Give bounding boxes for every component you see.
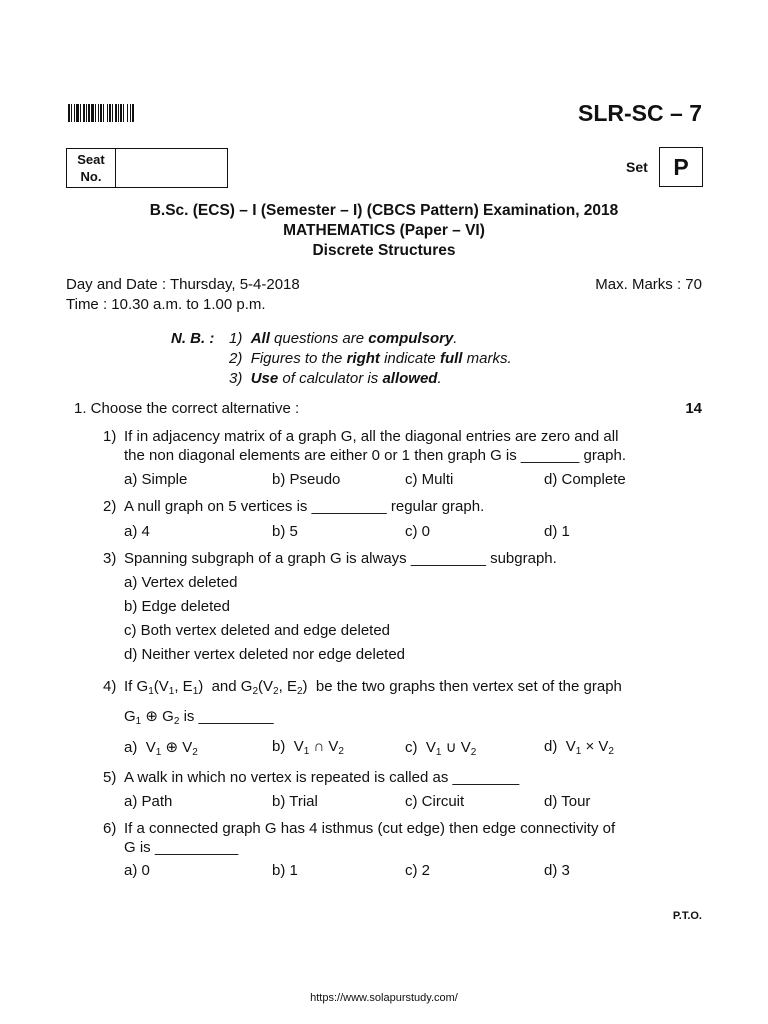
day-date: Day and Date : Thursday, 5-4-2018: [66, 276, 300, 293]
q5-option-c: c) Circuit: [405, 793, 465, 810]
seat-label: [67, 149, 116, 187]
q4-graph-g2: $G_2(V_2$, $E_2$): [240, 678, 308, 697]
q2-number: 2): [103, 498, 117, 515]
seat-label-line2: No.: [80, 169, 102, 184]
q6-option-a: a) 0: [124, 862, 150, 879]
footer-url[interactable]: https://www.solapurstudy.com/: [310, 992, 458, 1004]
q2-option-d: d) 1: [544, 523, 570, 540]
q4-number: 4): [103, 678, 117, 695]
q5-option-b: b) Trial: [272, 793, 318, 810]
q4-rest: be the two graphs then vertex set of the graph: [315, 678, 622, 695]
q1-option-a: a) Simple: [124, 471, 188, 488]
q4-option-d: d) $V_1 \times V_2$: [544, 738, 614, 757]
q1-option-d: d) Complete: [544, 471, 626, 488]
q6-text-line2: G is __________: [124, 839, 239, 856]
question-1-marks: 14: [685, 400, 702, 417]
q4-option-b: b) $V_1$ ∩ $V_2$: [272, 738, 344, 757]
q3-number: 3): [103, 550, 117, 567]
q3-option-c: c) Both vertex deleted and edge deleted: [124, 622, 391, 639]
q4-option-c: c) $V_1$ ∪ $V_2$: [405, 739, 477, 758]
q6-number: 6): [103, 820, 117, 837]
set-value-box: P: [659, 147, 703, 187]
q3-option-a: a) Vertex deleted: [124, 574, 238, 591]
seat-number-field[interactable]: [116, 149, 227, 187]
q6-option-d: d) 3: [544, 862, 570, 879]
q3-text-line1: Spanning subgraph of a graph G is always _________ subgraph.: [124, 550, 557, 567]
q6-text-line1: If a connected graph G has 4 isthmus (cut edge) then edge connectivity of: [124, 820, 616, 837]
nb-item: 2) Figures to the right indicate full marks.: [229, 350, 512, 367]
q4-text-line1: [124, 678, 622, 697]
paper-code: SLR-SC – 7: [578, 100, 702, 126]
q1-number: 1): [103, 428, 117, 445]
q1-option-c: c) Multi: [405, 471, 454, 488]
q1-option-b: b) Pseudo: [272, 471, 341, 488]
q1-text-line2: the non diagonal elements are either 0 or 1 then graph G is _______ graph.: [124, 447, 627, 464]
q2-option-b: b) 5: [272, 523, 298, 540]
nb-label: [171, 330, 214, 347]
exam-time: Time : 10.30 a.m. to 1.00 p.m.: [66, 296, 266, 313]
q2-option-c: c) 0: [405, 523, 431, 540]
q6-option-b: b) 1: [272, 862, 298, 879]
max-marks: Max. Marks : 70: [595, 276, 702, 293]
q3-option-b: b) Edge deleted: [124, 598, 230, 615]
subject-title: MATHEMATICS (Paper – VI): [283, 222, 485, 239]
q4-and: and: [211, 678, 237, 695]
pto-label: P.T.O.: [672, 910, 702, 922]
seat-label-line1: Seat: [77, 152, 105, 167]
barcode: [68, 104, 184, 122]
q3-option-d: d) Neither vertex deleted nor edge deleted: [124, 646, 406, 663]
nb-item: 3) Use of calculator is allowed.: [229, 370, 442, 387]
question-1-heading: 1. Choose the correct alternative :: [74, 400, 300, 417]
q4-option-a: a) $V_1$ ⊕ $V_2$: [124, 739, 198, 758]
q4-graph-g1: $G_1(V_1$, $E_1$): [136, 678, 204, 697]
q5-option-d: d) Tour: [544, 793, 591, 810]
exam-title: B.Sc. (ECS) – I (Semester – I) (CBCS Pattern) Examination, 2018: [149, 202, 619, 219]
q5-option-a: a) Path: [124, 793, 173, 810]
q5-text-line1: A walk in which no vertex is repeated is called as ________: [124, 769, 520, 786]
set-label: Set: [626, 159, 648, 175]
nb-item: 1) All questions are compulsory.: [229, 330, 458, 347]
q6-option-c: c) 2: [405, 862, 431, 879]
paper-title: Discrete Structures: [312, 242, 456, 259]
q5-number: 5): [103, 769, 117, 786]
nb-label-text: N. B. :: [171, 330, 215, 347]
q1-text-line1: If in adjacency matrix of a graph G, all the diagonal entries are zero and all: [124, 428, 619, 445]
q4-text-line2: $G_1$ ⊕ $G_2$ is _________: [124, 708, 274, 727]
seat-number-box: [66, 148, 228, 188]
q4-if: If: [124, 678, 133, 695]
q2-option-a: a) 4: [124, 523, 150, 540]
q2-text-line1: A null graph on 5 vertices is _________ regular graph.: [124, 498, 485, 515]
